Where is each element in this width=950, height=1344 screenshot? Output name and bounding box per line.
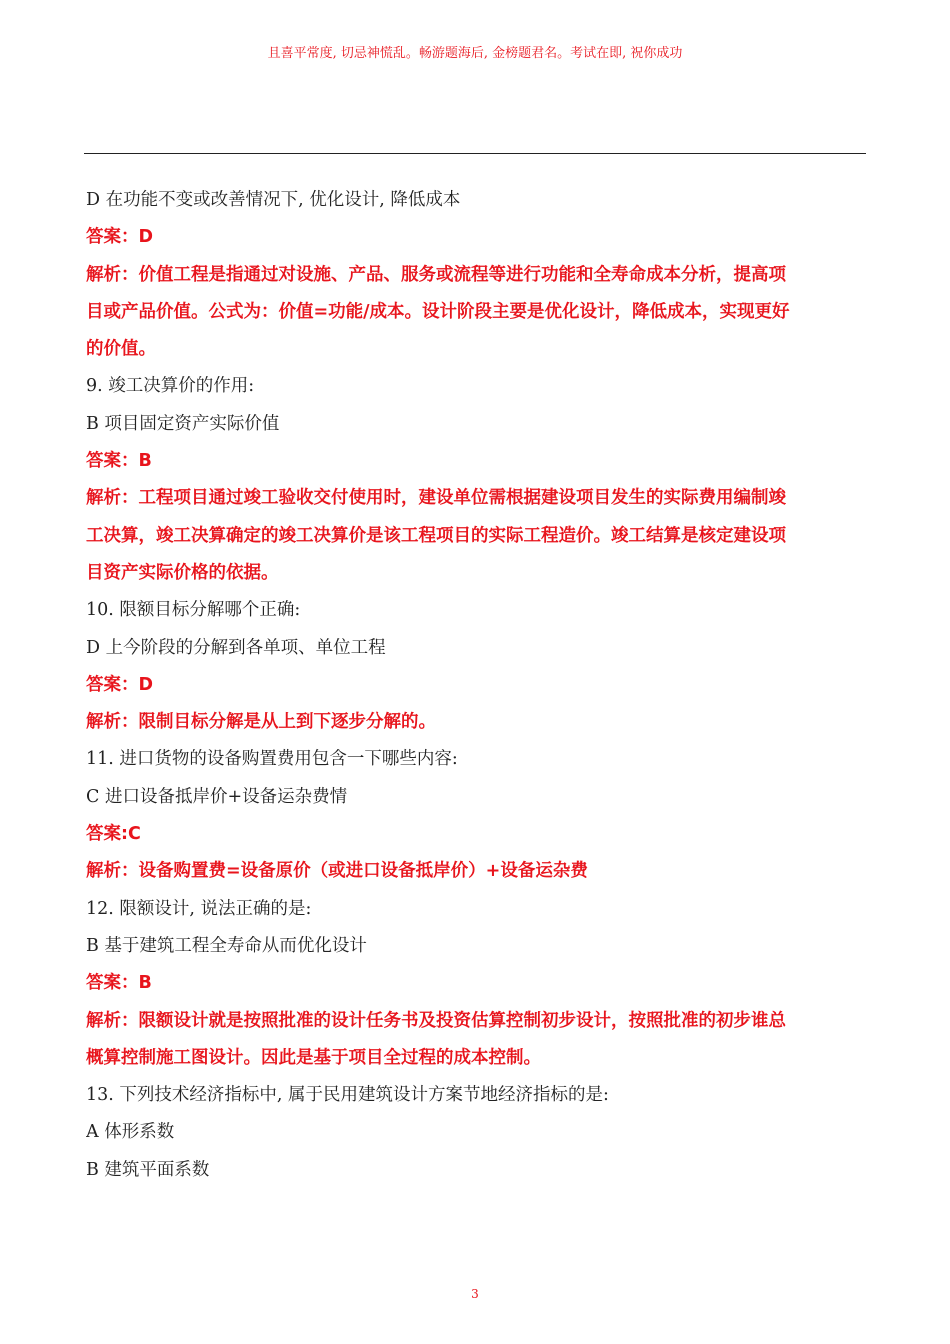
question-line: D 在功能不变或改善情况下, 优化设计, 降低成本 — [86, 190, 461, 210]
question-line: B 基于建筑工程全寿命从而优化设计 — [86, 935, 367, 956]
question-line: D 上今阶段的分解到各单项、单位工程 — [86, 637, 386, 658]
header-divider — [84, 153, 866, 154]
analysis-line: 解析：价值工程是指通过对设施、产品、服务或流程等进行功能和全寿命成本分析，提高项 — [86, 264, 786, 285]
answer-line: 答案：D — [86, 227, 154, 248]
question-line: B 建筑平面系数 — [86, 1159, 210, 1180]
question-line: 13. 下列技术经济指标中, 属于民用建筑设计方案节地经济指标的是: — [86, 1085, 609, 1106]
answer-line: 答案：B — [86, 451, 152, 472]
analysis-line: 目资产实际价格的依据。 — [86, 562, 279, 583]
analysis-line: 工决算，竣工决算确定的竣工决算价是该工程项目的实际工程造价。竣工结算是核定建设项 — [86, 525, 786, 546]
question-line: C 进口设备抵岸价+设备运杂费情 — [86, 786, 348, 807]
question-line: 9. 竣工决算价的作用: — [86, 376, 255, 397]
question-line: 12. 限额设计, 说法正确的是: — [86, 898, 312, 919]
question-line: B 项目固定资产实际价值 — [86, 413, 280, 434]
analysis-line: 解析：工程项目通过竣工验收交付使用时，建设单位需根据建设项目发生的实际费用编制竣 — [86, 488, 786, 509]
question-line: 10. 限额目标分解哪个正确: — [86, 600, 301, 621]
analysis-line: 概算控制施工图设计。因此是基于项目全过程的成本控制。 — [86, 1047, 541, 1068]
header-motto: 且喜平常度, 切忌神慌乱。畅游题海后, 金榜题君名。考试在即, 祝你成功 — [267, 46, 683, 61]
analysis-line: 解析：限额设计就是按照批准的设计任务书及投资估算控制初步设计，按照批准的初步谁总 — [86, 1010, 786, 1031]
analysis-line: 的价值。 — [86, 339, 156, 360]
question-line: 11. 进口货物的设备购置费用包含一下哪些内容: — [86, 749, 458, 770]
analysis-line: 解析：限制目标分解是从上到下逐步分解的。 — [86, 712, 436, 733]
question-line: A 体形系数 — [86, 1122, 175, 1143]
analysis-line: 解析：设备购置费=设备原价（或进口设备抵岸价）+设备运杂费 — [86, 861, 588, 882]
answer-line: 答案:C — [86, 824, 141, 845]
answer-line: 答案：D — [86, 674, 154, 695]
answer-line: 答案：B — [86, 973, 152, 994]
page-number: 3 — [471, 1287, 479, 1301]
document-body — [86, 182, 866, 1189]
analysis-line: 目或产品价值。公式为：价值=功能/成本。设计阶段主要是优化设计，降低成本，实现更好 — [86, 301, 790, 322]
